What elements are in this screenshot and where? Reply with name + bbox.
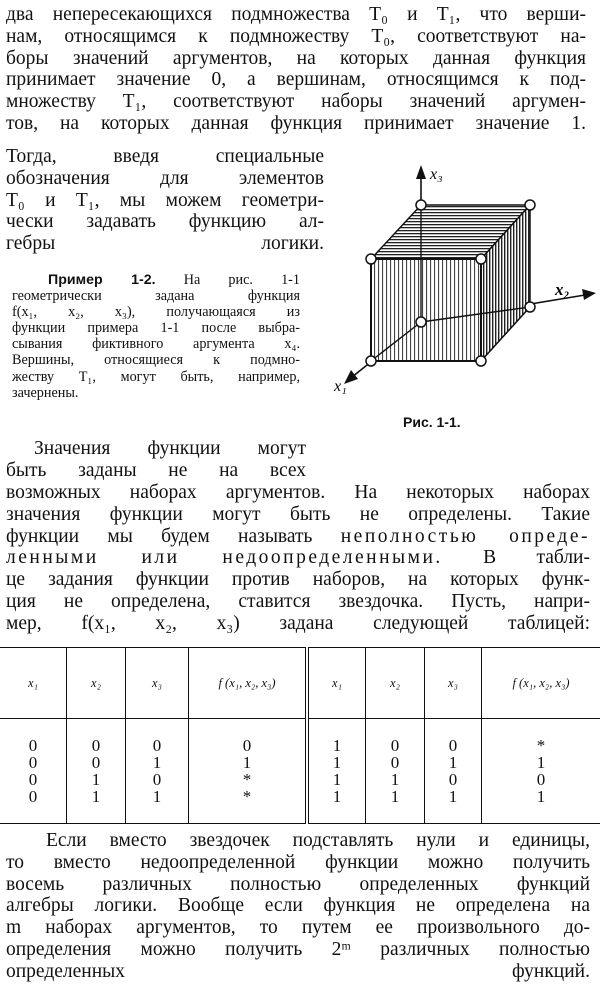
cube-vertex: [416, 200, 426, 210]
text-line: [6, 547, 590, 569]
table-cell: 1: [307, 719, 366, 755]
text-line: функции примера 1-1 после выбра-: [12, 320, 300, 337]
table-cell: 0: [366, 719, 425, 755]
text-line: определенных функций.: [6, 960, 590, 982]
text-line: быть заданы не на всех: [6, 459, 306, 481]
text-line: [6, 526, 590, 548]
text-span: функции мы будем называть: [6, 525, 341, 547]
table-cell: 1: [307, 788, 366, 824]
table-cell: *: [482, 719, 600, 755]
table-row: [0, 771, 600, 788]
text-line: восемь различных полностью определенных функций: [6, 873, 590, 895]
text-line: ция не определена, ставится звездочка. Пусть, напри-: [6, 590, 590, 612]
header-cell: x₂: [366, 648, 425, 719]
axis-x1-label: x₁: [334, 378, 347, 395]
text-line: гебры логики.: [6, 233, 324, 255]
cube-front-face: [371, 259, 481, 361]
text-line: боры значений аргументов, на которых данная функция: [6, 47, 586, 69]
text-line: мер, f(x₁, x₂, x₃) задана следующей таблицей:: [6, 612, 590, 634]
text-line: алгебры логики. Вообще если функция не определена на: [6, 895, 590, 917]
table-cell: *: [189, 788, 308, 824]
spaced-term: неполностью опреде-: [340, 525, 590, 547]
text-line: чески задавать функцию ал-: [6, 211, 324, 233]
cube-vertex: [525, 302, 535, 312]
text-line: жеству T₁, могут быть, например,: [12, 368, 300, 385]
table-cell: 0: [425, 719, 482, 755]
header-cell: x₃: [425, 648, 482, 719]
example-label: Пример 1-2.: [48, 272, 156, 288]
table-cell: 0: [28, 787, 38, 806]
cube-vertex: [525, 200, 535, 210]
axis-x2-arrow: [582, 289, 596, 300]
text-line: f(x₁, x₂, x₃), получающаяся из: [12, 304, 300, 321]
intro-paragraph: [6, 4, 586, 135]
table-row: [0, 754, 600, 771]
table-cell: 0: [366, 754, 425, 771]
text-line: це задания функции против наборов, на которых функ-: [6, 569, 590, 591]
text-line: нам, относящимся к подмножеству T₀, соответствуют на-: [6, 25, 586, 47]
left-column-paragraph: [6, 146, 324, 255]
text-line: множеству T₁, соответствуют наборы значений аргумен-: [6, 91, 586, 113]
text-line: зачернены.: [12, 384, 79, 401]
table-cell: 1: [307, 771, 366, 788]
table-cell: 1: [425, 788, 482, 824]
axis-x2-label: x₂: [555, 280, 570, 299]
text-span: В табли-: [442, 547, 590, 569]
table-cell: 1: [482, 754, 600, 771]
closing-paragraph: [6, 830, 590, 983]
axis-x3-label: x₃: [430, 166, 443, 183]
table-cell: 0: [425, 771, 482, 788]
values-paragraph: [6, 482, 590, 635]
table-header-row: [0, 648, 600, 719]
table-cell: 1: [366, 788, 425, 824]
text-line: сывания фиктивного аргумента x₄.: [12, 336, 300, 353]
example-text: На рис. 1-1: [183, 272, 300, 288]
table-cell: 1: [126, 788, 189, 824]
table-cell: 0: [28, 753, 38, 772]
table-cell: 1: [189, 754, 308, 771]
text-line: то вместо недоопределенной функции можно получить: [6, 851, 590, 873]
table-cell: 0: [189, 719, 308, 755]
table-cell: 1: [126, 754, 189, 771]
cube-vertex: [366, 254, 376, 264]
header-cell: x₁: [0, 648, 67, 719]
table-row: [0, 719, 600, 755]
text-line: возможных наборах аргументов. На некоторых наборах: [6, 482, 590, 503]
text-line: геометрически задана функция: [12, 288, 300, 305]
values-left-paragraph: [6, 438, 306, 482]
cube-figure: [330, 155, 600, 400]
table-cell: 0: [67, 719, 126, 755]
table-cell: 0: [28, 736, 38, 755]
table-cell: 0: [67, 754, 126, 771]
table-cell: 0: [126, 771, 189, 788]
text-line: принимает значение 0, а вершинам, относящимся к под-: [6, 69, 586, 91]
header-cell: f (x₁, x₂, x₃): [482, 648, 600, 719]
cube-vertex: [366, 356, 376, 366]
figure-caption: Рис. 1-1.: [403, 414, 461, 430]
spaced-term: ленными или недоопределенными.: [6, 547, 443, 569]
text-line: Если вместо звездочек подставлять нули и единицы,: [46, 830, 590, 851]
text-line: два непересекающихся подмножества T₀ и T₁, что верши-: [6, 4, 586, 25]
text-line: Тогда, введя специальные: [6, 146, 324, 167]
axis-x3-arrow: [416, 165, 426, 179]
truth-table: [0, 647, 600, 824]
table-cell: 1: [67, 771, 126, 788]
text-line: Значения функции могут: [34, 438, 306, 459]
cube-vertex: [476, 254, 486, 264]
table-row: [0, 788, 600, 824]
text-line: значения функции могут быть не определены. Такие: [6, 503, 590, 525]
table-cell: 0: [126, 719, 189, 755]
header-cell: x₂: [67, 648, 126, 719]
cube-vertex: [476, 356, 486, 366]
example-first-line: [12, 272, 300, 288]
text-line: тов, на которых данная функция принимает значение 1.: [6, 112, 586, 134]
header-cell: f (x₁, x₂, x₃): [189, 648, 308, 719]
table-cell: 0: [28, 770, 38, 789]
table-cell: 1: [425, 754, 482, 771]
table-cell: 0: [482, 771, 600, 788]
example-paragraph: [12, 272, 300, 401]
text-line: обозначения для элементов: [6, 167, 324, 189]
table-cell: 1: [307, 754, 366, 771]
text-line: m наборах аргументов, то путем ее произвольного до-: [6, 917, 590, 939]
table-cell: 1: [366, 771, 425, 788]
text-line: Вершины, относящиеся к подмно-: [12, 352, 300, 369]
table-cell: *: [189, 771, 308, 788]
table-cell: 1: [67, 788, 126, 824]
text-line: T₀ и T₁, мы можем геометри-: [6, 189, 324, 211]
table-cell: 1: [482, 788, 600, 824]
header-cell: x₁: [307, 648, 366, 719]
cube-vertex: [416, 317, 426, 327]
header-cell: x₃: [126, 648, 189, 719]
text-line: определения можно получить 2ᵐ различных полностью: [6, 938, 590, 960]
